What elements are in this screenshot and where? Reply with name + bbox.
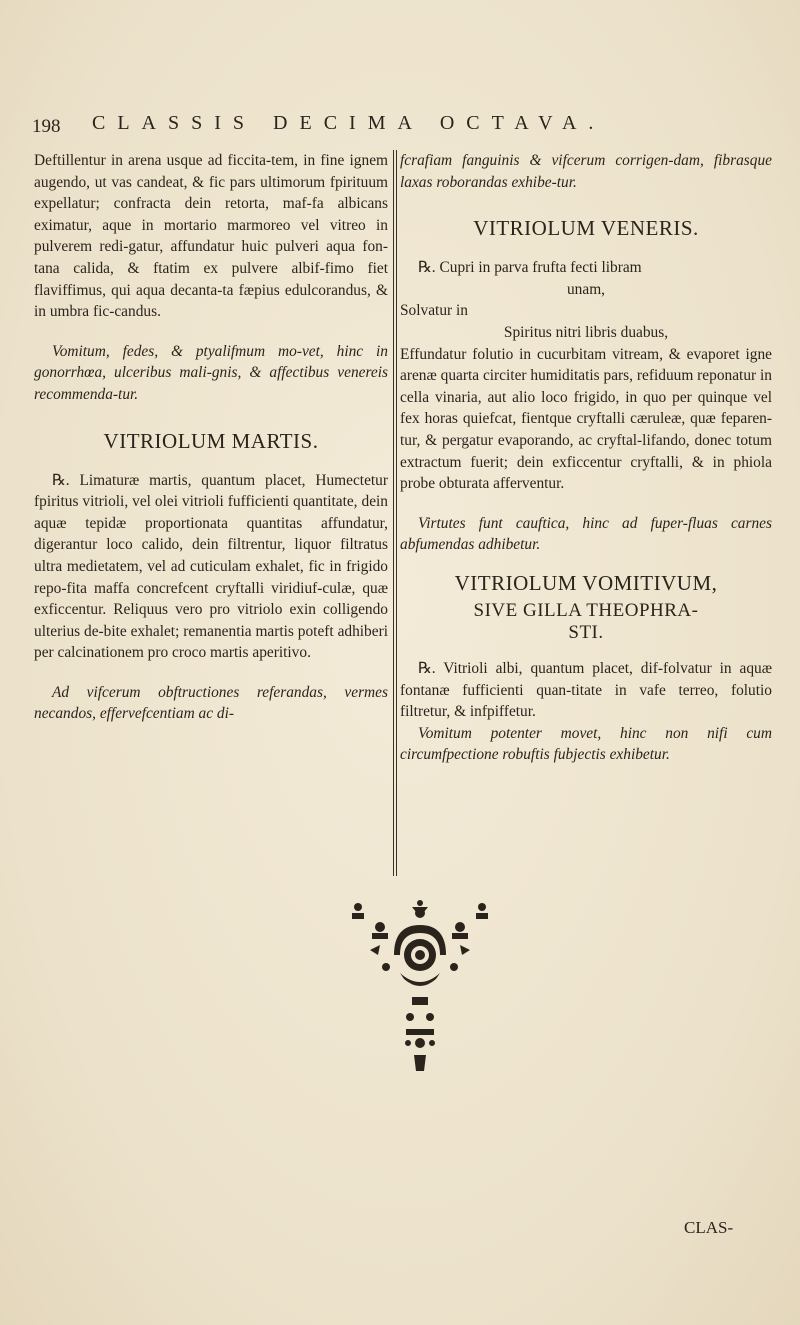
- running-title: CLASSIS DECIMA OCTAVA.: [92, 112, 606, 134]
- recipe-veneris-body: Effundatur folutio in cucurbitam vitream, & evaporet igne arenæ quarta circiter humiditatis pars, refiduum reponatur in cella vinaria, aut alio loco frigido, in quo per quinque vel fex horas quiefcat, fientque cryftalli cæruleæ, quæ feparen-tur, & pergatur evaporando, ac cryftal-lifando, donec totum extractum fuerit; dein exficcentur cryftalli, & in phiola probe obturata afferventur.: [400, 345, 772, 493]
- section-heading-gilla: SIVE GILLA THEOPHRA-: [473, 599, 699, 621]
- section-heading-martis: VITRIOLUM MARTIS.: [103, 428, 319, 453]
- catchword: CLAS-: [684, 1218, 734, 1237]
- section-heading-sti: STI.: [568, 621, 604, 643]
- virtues-paragraph: Vomitum, fedes, & ptyalifmum mo-vet, hinc in gonorrhœa, ulceribus mali-gnis, & affectibus venereis recommenda-tur.: [34, 342, 388, 403]
- recipe-veneris-line4: Spiritus nitri libris duabus,: [503, 323, 669, 341]
- recipe-vomitivum: ℞. Vitrioli albi, quantum placet, dif-folvatur in aquæ fontanæ fufficienti quan-titate in vafe terreo, folutio filtretur, & infpiffetur.: [400, 659, 772, 721]
- section-heading-vomitivum: VITRIOLUM VOMITIVUM,: [454, 570, 718, 595]
- column-rule-right: [396, 150, 397, 876]
- recipe-veneris-line3: Solvatur in: [400, 302, 468, 320]
- section-heading-veneris: VITRIOLUM VENERIS.: [473, 216, 699, 241]
- virtues-martis: Ad vifcerum obftructiones referandas, vermes necandos, effervefcentiam ac di-: [34, 683, 388, 723]
- recipe-veneris-line2: unam,: [566, 280, 606, 298]
- virtues-veneris: Virtutes funt cauftica, hinc ad fuper-fluas carnes abfumendas adhibetur.: [400, 514, 772, 554]
- page-header: [0, 110, 800, 144]
- floral-tailpiece-ornament-icon: [350, 895, 490, 1075]
- recipe-veneris-line1: ℞. Cupri in parva frufta fecti libram: [418, 259, 642, 277]
- virtues-continued: fcrafiam fanguinis & vifcerum corrigen-dam, fibrasque laxas roborandas exhibe-tur.: [400, 152, 772, 191]
- recipe-martis: ℞. Limaturæ martis, quantum placet, Humectetur fpiritus vitrioli, vel olei vitrioli fufficienti quantitate, dein aquæ tepidæ proportionata quantitas affundatur, digerantur loco calido, dein filtrentur, liquor filtratus ultra medietatem, vel ad cuticulam exhalet, fic in frigido repo-fita maffa concrefcent cryftalli viridiuf-culæ, quæ exficcentur. Reliquus vero pro vitriolo exin colligendo ulterius de-bite exhalet; remanentia martis poteft adhiberi per calcinationem pro croco martis aperitivo.: [34, 471, 388, 662]
- left-column: [34, 150, 388, 725]
- page-number: 198: [32, 116, 61, 137]
- column-rule-left: [393, 150, 394, 876]
- distillation-paragraph: Deftillentur in arena usque ad ficcita-tem, in fine ignem augendo, ut vas candeat, & fic pars ultimorum fpirituum expellatur; confracta dein retorta, maf-fa albicans eximatur, aque in mortario marmoreo vel vitreo in pulverem redi-gatur, affundatur huic pulveri aqua fon-tana calida, & ftatim ex pulvere albif-fimo fiet flaviffimus, qui aqua decanta-ta fæpius edulcorandus, & in umbra fic-candus.: [34, 152, 388, 321]
- virtues-vomitivum: Vomitum potenter movet, hinc non nifi cum circumfpectione robuftis fubjectis exhibetur.: [400, 724, 772, 764]
- right-column: [400, 150, 772, 766]
